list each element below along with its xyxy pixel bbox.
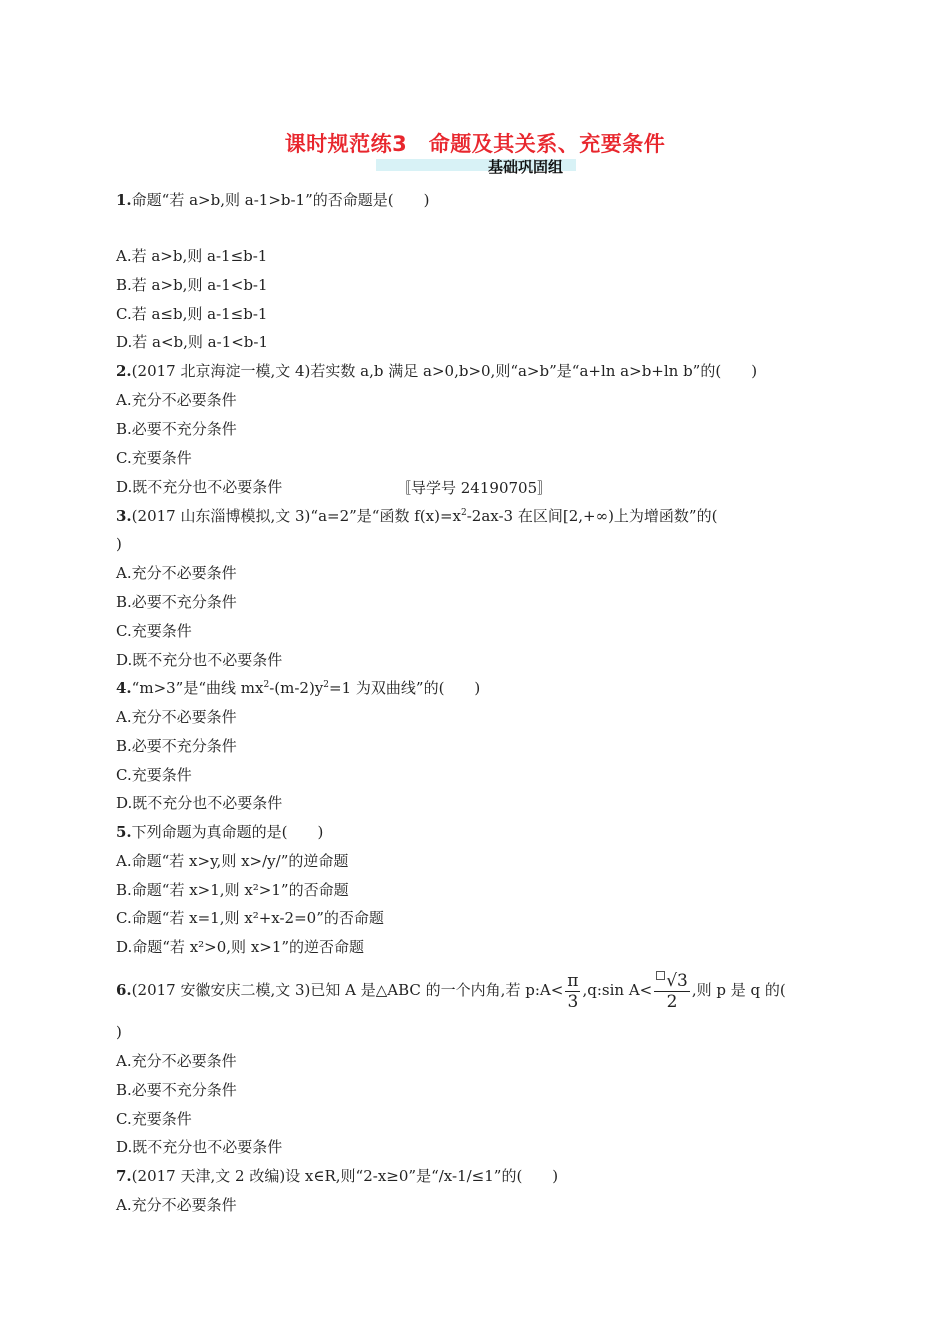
option-c: C.充要条件 bbox=[116, 766, 192, 784]
question-number: 6. bbox=[116, 981, 132, 999]
option-c: C.若 a≤b,则 a-1≤b-1 bbox=[116, 305, 268, 323]
question-number: 1. bbox=[116, 191, 132, 209]
option-a: A.若 a>b,则 a-1≤b-1 bbox=[116, 247, 268, 265]
superscript: 2 bbox=[263, 680, 270, 690]
sqrt-value: √3 bbox=[666, 970, 688, 991]
question-3 bbox=[116, 506, 717, 526]
option-a: A.充分不必要条件 bbox=[116, 564, 237, 582]
fraction-denominator: 2 bbox=[666, 991, 678, 1012]
option-b: B.必要不充分条件 bbox=[116, 420, 237, 438]
option-d: D.既不充分也不必要条件 bbox=[116, 478, 283, 496]
option-a: A.充分不必要条件 bbox=[116, 1196, 237, 1214]
option-c: C.充要条件 bbox=[116, 449, 192, 467]
question-number: 3. bbox=[116, 507, 132, 525]
question-stem: 下列命题为真命题的是( ) bbox=[131, 823, 324, 841]
guide-number: 〚导学号 24190705〛 bbox=[396, 479, 553, 497]
question-stem-cont: -(m-2)y bbox=[269, 679, 324, 697]
option-d: D.既不充分也不必要条件 bbox=[116, 651, 283, 669]
question-stem: (2017 天津,文 2 改编)设 x∈R,则“2-x≥0”是“/x-1/≤1”的( ) bbox=[131, 1167, 559, 1185]
option-b: B.必要不充分条件 bbox=[116, 1081, 237, 1099]
option-d: D.命题“若 x²>0,则 x>1”的逆否命题 bbox=[116, 938, 365, 956]
option-c: C.充要条件 bbox=[116, 1110, 192, 1128]
fraction-pi-over-3 bbox=[565, 971, 580, 1012]
question-number: 4. bbox=[116, 679, 132, 697]
question-stem-cont: ,q:sin A< bbox=[582, 981, 653, 999]
question-number: 2. bbox=[116, 362, 132, 380]
option-a: A.充分不必要条件 bbox=[116, 391, 237, 409]
option-b: B.若 a>b,则 a-1<b-1 bbox=[116, 276, 268, 294]
option-d: D.既不充分也不必要条件 bbox=[116, 1138, 283, 1156]
section-subtitle: 基础巩固组 bbox=[488, 158, 564, 176]
page-title: 课时规范练3 命题及其关系、充要条件 bbox=[284, 132, 666, 156]
question-stem: (2017 山东淄博模拟,文 3)“a=2”是“函数 f(x)=x bbox=[131, 507, 461, 525]
option-d: D.若 a<b,则 a-1<b-1 bbox=[116, 333, 269, 351]
question-3-close: ) bbox=[116, 535, 122, 553]
fraction-denominator: 3 bbox=[567, 991, 579, 1012]
fraction-sqrt3-over-2 bbox=[654, 971, 690, 1012]
placeholder-box-icon bbox=[656, 971, 665, 980]
question-6 bbox=[116, 968, 786, 1012]
option-c: C.充要条件 bbox=[116, 622, 192, 640]
option-a: A.充分不必要条件 bbox=[116, 1052, 237, 1070]
question-stem: (2017 北京海淀一模,文 4)若实数 a,b 满足 a>0,b>0,则“a>b”是“a+ln a>b+ln b”的( ) bbox=[131, 362, 758, 380]
question-stem-end: ,则 p 是 q 的( bbox=[691, 981, 786, 999]
question-7 bbox=[116, 1166, 558, 1186]
option-b: B.必要不充分条件 bbox=[116, 737, 237, 755]
question-4 bbox=[116, 678, 480, 698]
question-stem: 命题“若 a>b,则 a-1>b-1”的否命题是( ) bbox=[131, 191, 430, 209]
question-stem: (2017 安徽安庆二模,文 3)已知 A 是△ABC 的一个内角,若 p:A< bbox=[131, 981, 564, 999]
superscript: 2 bbox=[323, 680, 330, 690]
question-stem-cont: -2ax-3 在区间[2,+∞)上为增函数”的( bbox=[466, 507, 718, 525]
option-b: B.命题“若 x>1,则 x²>1”的否命题 bbox=[116, 881, 349, 899]
question-stem: “m>3”是“曲线 mx bbox=[131, 679, 264, 697]
fraction-numerator bbox=[654, 971, 690, 992]
fraction-numerator: π bbox=[567, 970, 579, 991]
question-5 bbox=[116, 822, 323, 842]
superscript: 2 bbox=[460, 508, 467, 518]
question-1 bbox=[116, 190, 429, 210]
question-stem-end: =1 为双曲线”的( ) bbox=[329, 679, 481, 697]
option-b: B.必要不充分条件 bbox=[116, 593, 237, 611]
question-6-close: ) bbox=[116, 1023, 122, 1041]
question-number: 7. bbox=[116, 1167, 132, 1185]
option-d: D.既不充分也不必要条件 bbox=[116, 794, 283, 812]
option-c: C.命题“若 x=1,则 x²+x-2=0”的否命题 bbox=[116, 909, 384, 927]
option-a: A.命题“若 x>y,则 x>/y/”的逆命题 bbox=[116, 852, 349, 870]
option-a: A.充分不必要条件 bbox=[116, 708, 237, 726]
question-2 bbox=[116, 361, 757, 381]
question-number: 5. bbox=[116, 823, 132, 841]
